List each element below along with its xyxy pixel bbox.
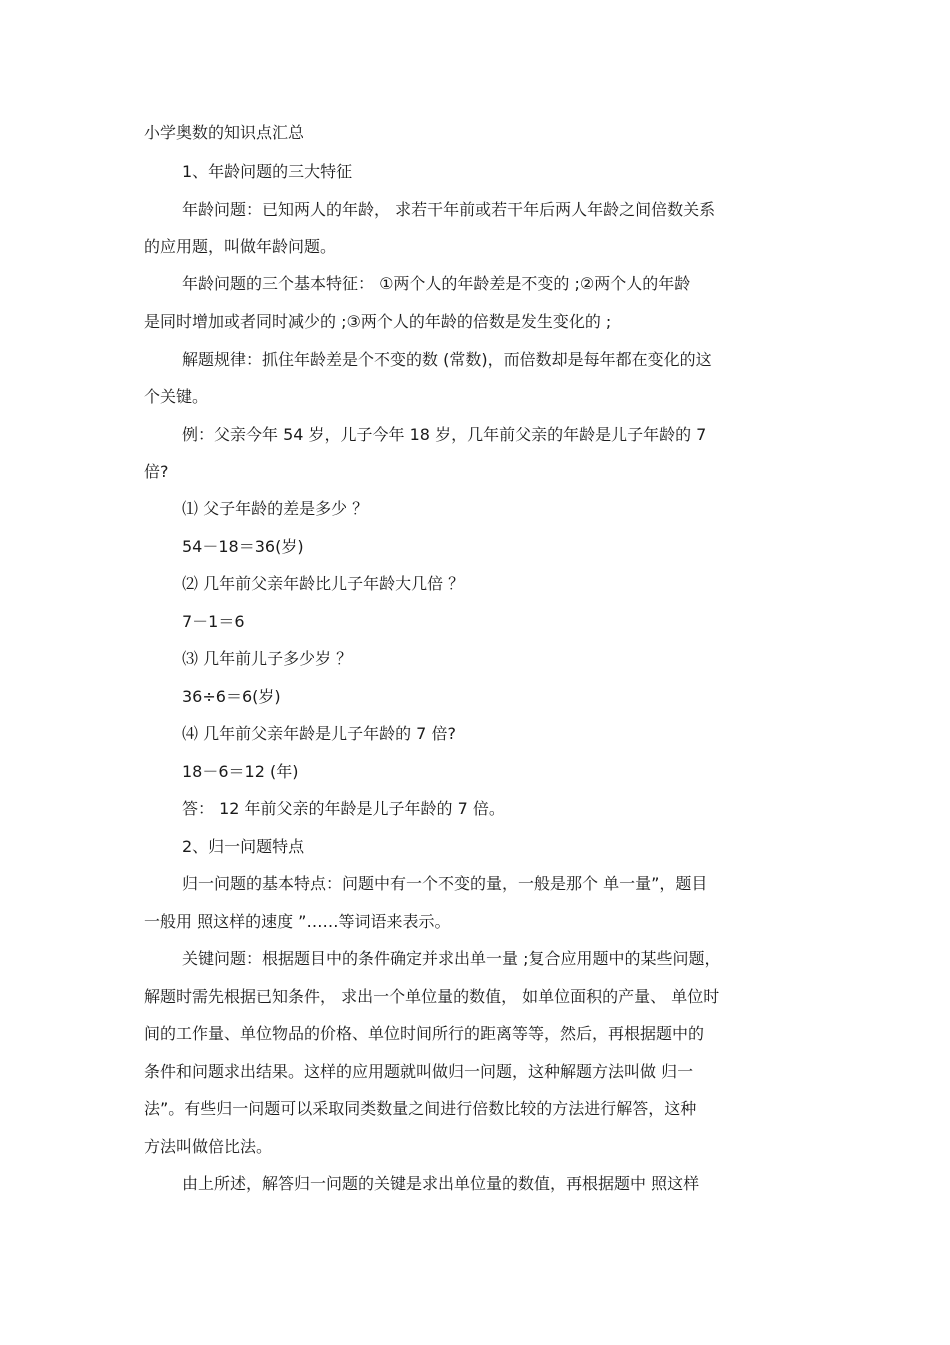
step-answer: 7－1＝6 bbox=[182, 612, 245, 631]
final-answer: 答： 12 年前父亲的年龄是儿子年龄的 7 倍。 bbox=[182, 799, 505, 818]
step-question: ⑷ 几年前父亲年龄是儿子年龄的 7 倍? bbox=[182, 724, 456, 743]
section-heading-unit-problem: 2、归一问题特点 bbox=[182, 837, 305, 856]
step-answer: 36÷6＝6(岁) bbox=[182, 687, 281, 706]
step-answer: 18－6＝12 (年) bbox=[182, 762, 299, 781]
paragraph-line: 间的工作量、单位物品的价格、单位时间所行的距离等等，然后，再根据题中的 bbox=[144, 1024, 705, 1043]
step-answer: 54－18＝36(岁) bbox=[182, 537, 304, 556]
paragraph-line: 的应用题，叫做年龄问题。 bbox=[144, 237, 337, 256]
paragraph-line: 解题规律：抓住年龄差是个不变的数 (常数)，而倍数却是每年都在变化的这 bbox=[182, 350, 712, 369]
paragraph-line: 条件和问题求出结果。这样的应用题就叫做归一问题，这种解题方法叫做 归一 bbox=[144, 1062, 694, 1081]
paragraph-line: 方法叫做倍比法。 bbox=[144, 1137, 273, 1156]
paragraph-line: 一般用 照这样的速度 ”……等词语来表示。 bbox=[144, 912, 451, 931]
step-question: ⑵ 几年前父亲年龄比儿子年龄大几倍 ？ bbox=[182, 574, 465, 593]
paragraph-line: 归一问题的基本特点：问题中有一个不变的量，一般是那个 单一量”，题目 bbox=[182, 874, 708, 893]
step-question: ⑴ 父子年龄的差是多少 ？ bbox=[182, 499, 369, 518]
paragraph-line: 是同时增加或者同时减少的 ;③两个人的年龄的倍数是发生变化的 ; bbox=[144, 312, 612, 331]
paragraph-line: 年龄问题的三个基本特征： ①两个人的年龄差是不变的 ;②两个人的年龄 bbox=[182, 274, 691, 293]
section-heading-age-problem: 1、年龄问题的三大特征 bbox=[182, 162, 353, 181]
document-title: 小学奥数的知识点汇总 bbox=[144, 123, 305, 142]
example-line: 例：父亲今年 54 岁，儿子今年 18 岁，几年前父亲的年龄是儿子年龄的 7 bbox=[182, 425, 707, 444]
example-line: 倍? bbox=[144, 462, 169, 481]
paragraph-line: 法”。有些归一问题可以采取同类数量之间进行倍数比较的方法进行解答，这种 bbox=[144, 1099, 697, 1118]
step-question: ⑶ 几年前儿子多少岁 ？ bbox=[182, 649, 353, 668]
paragraph-line: 关键问题：根据题目中的条件确定并求出单一量 ;复合应用题中的某些问题， bbox=[182, 949, 721, 968]
paragraph-line: 由上所述，解答归一问题的关键是求出单位量的数值，再根据题中 照这样 bbox=[182, 1174, 700, 1193]
paragraph-line: 年龄问题：已知两人的年龄， 求若干年前或若干年后两人年龄之间倍数关系 bbox=[182, 200, 716, 219]
paragraph-line: 个关键。 bbox=[144, 387, 209, 406]
paragraph-line: 解题时需先根据已知条件， 求出一个单位量的数值， 如单位面积的产量、 单位时 bbox=[144, 987, 720, 1006]
